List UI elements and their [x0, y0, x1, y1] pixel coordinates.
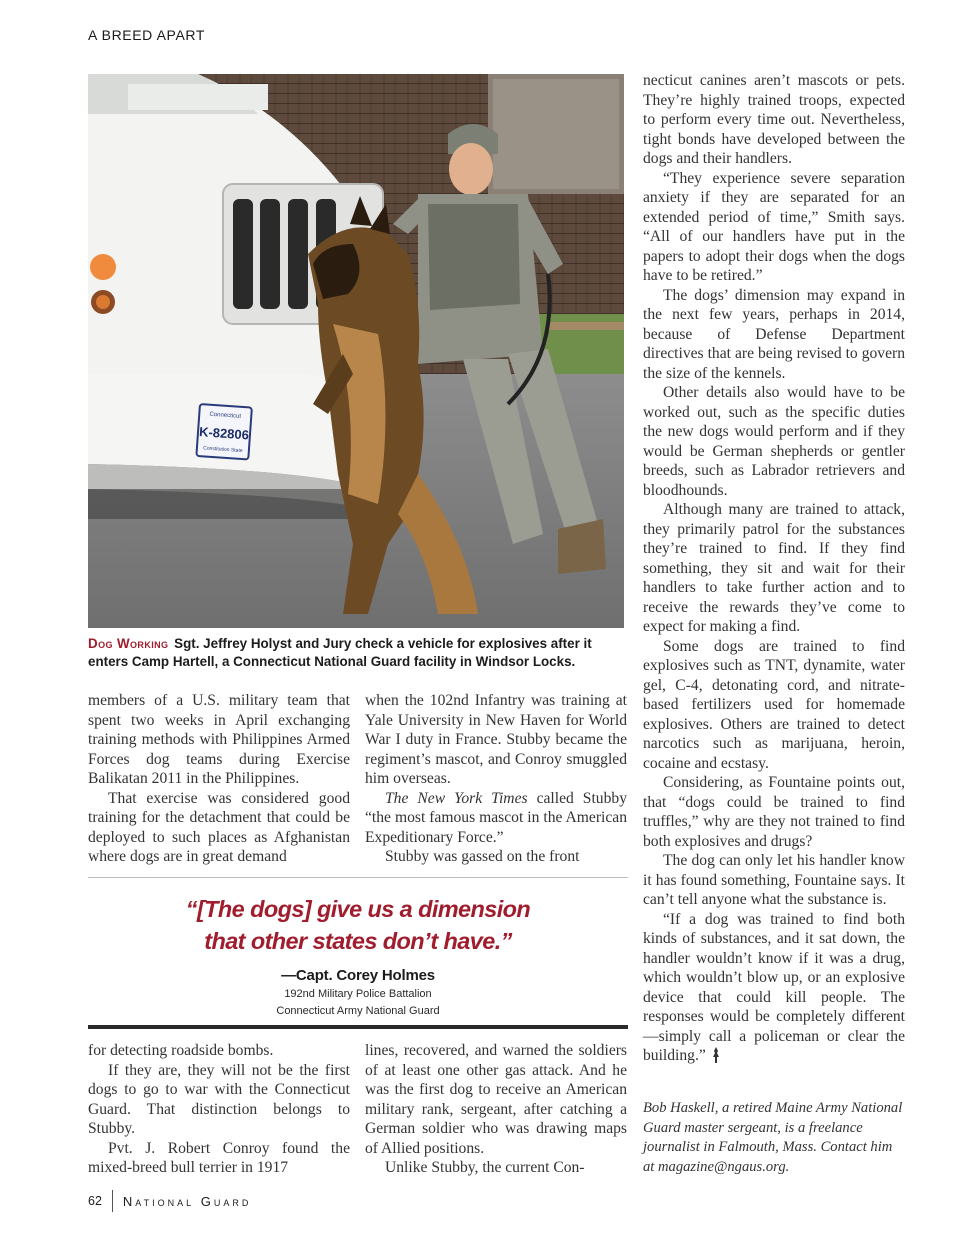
pull-quote-line: “[The dogs] give us a dimension — [185, 896, 531, 922]
photo-illustration — [88, 74, 624, 628]
column-lower-middle — [365, 1041, 627, 1178]
paragraph: The dog can only let his handler know it has found something, Fountaine says. It can’t tell anyone what the substance is. — [643, 852, 905, 908]
paragraph: Some dogs are trained to find explosives such as TNT, dynamite, water gel, C-4, detonating cord, and nitrate-based fertilizers used for homemade explosives. Others are trained to detect narcotics such as marijuana, heroin, cocaine and ecstasy. — [643, 637, 905, 772]
paragraph: If they are, they will not be the first dogs to go to war with the Connecticut Guard. That distinction belongs to Stubby. — [88, 1061, 350, 1137]
paragraph: Considering, as Fountaine points out, that “dogs could be trained to find truffles,” why are they not trained to find both explosives and drugs? — [643, 774, 905, 850]
publication-title: The New York Times — [385, 789, 528, 807]
article-photo — [88, 74, 624, 628]
plate-number: K-82806 — [198, 424, 250, 443]
section-header: A BREED APART — [88, 27, 205, 43]
pull-quote-title: 192nd Military Police Battalion — [284, 988, 432, 1000]
column-upper-left — [88, 691, 350, 867]
paragraph-text: “If a dog was trained to find both kinds of substances, and it sat down, the handler wouldn’t know if it was a drug, which wouldn’t blow up, or an explosive device that could kill people. The responses would be completely different—simply call a policeman or clear the building.” — [643, 910, 905, 1064]
paragraph: Pvt. J. Robert Conroy found the mixed-breed bull terrier in 1917 — [88, 1139, 350, 1176]
paragraph-rest: called Stubby “the most famous mascot in the American Expeditionary Force.” — [365, 789, 627, 846]
divider-rule-thick — [88, 1025, 628, 1029]
paragraph: Stubby was gassed on the front — [385, 848, 580, 865]
plate-tag: Constitution State — [202, 445, 243, 455]
paragraph: for detecting roadside bombs. — [88, 1042, 274, 1059]
paragraph: when the 102nd Infantry was training at Yale University in New Haven for World War I duty in France. Stubby became the regiment’s mascot, and Conroy smuggled him overseas. — [365, 692, 627, 787]
caption-text: Sgt. Jeffrey Holyst and Jury check a vehicle for explosives after it enters Camp Hartell, a Connecticut National Guard facility in Windsor Locks. — [88, 636, 592, 669]
paragraph: That exercise was considered good training for the detachment that could be deployed to such places as Afghanistan where dogs are in great demand — [88, 789, 350, 865]
paragraph: necticut canines aren’t mascots or pets. They’re highly trained troops, expected to perform every time out. Nevertheless, tight bonds have developed between the dogs and their handlers. — [643, 72, 905, 167]
paragraph: Unlike Stubby, the current Con- — [385, 1159, 585, 1176]
caption-kicker: Dog Working — [88, 636, 169, 651]
paragraph-final — [643, 910, 905, 1066]
plate-state: Connecticut — [209, 411, 242, 420]
pull-quote-title: Connecticut Army National Guard — [276, 1004, 440, 1017]
paragraph: “They experience severe separation anxiety if they are separated for an extended period of time,” Smith says. “All of our handlers have put in the papers to adopt their dogs when the dogs have to be retired.” — [643, 169, 905, 284]
pull-quote — [88, 893, 628, 1017]
divider-rule — [88, 877, 628, 878]
paragraph: The dogs’ dimension may expand in the next few years, perhaps in 2014, because of Defense Department directives that are being revised to govern the size of the kennels. — [643, 286, 905, 382]
paragraph: lines, recovered, and warned the soldiers of at least one other gas attack. And he was the first dog to receive an American military rank, sergeant, after catching a German soldier who was drawing maps of Allied positions. — [365, 1042, 627, 1157]
paragraph: Other details also would have to be worked out, such as the specific duties the new dogs would perform and if they would be German shepherds or gentler breeds, such as Labrador retrievers and bloodhounds. — [643, 384, 905, 499]
column-right — [643, 71, 905, 1066]
paragraph: Although many are trained to attack, they primarily patrol for the substances they’re trained to find. If they find something, they sit and wait for their handlers to take further action and to receive the rewards they’ve come to expect for making a find. — [643, 501, 905, 635]
paragraph — [365, 789, 627, 848]
page-number: 62 — [88, 1194, 102, 1208]
footer-divider — [112, 1190, 113, 1212]
pull-quote-line: that other states don’t have.” — [204, 928, 512, 954]
pull-quote-attribution: —Capt. Corey Holmes — [281, 967, 435, 984]
author-bio — [643, 1099, 905, 1177]
paragraph: members of a U.S. military team that spent two weeks in April exchanging training methods with Philippines Armed Forces dog teams during Exercise Balikatan 2011 in the Philippines. — [88, 692, 350, 787]
author-bio-text: Bob Haskell, a retired Maine Army National Guard master sergeant, is a freelance journalist in Falmouth, Mass. Contact him at magazine@ngaus.org. — [643, 1100, 903, 1175]
column-upper-middle — [365, 691, 627, 867]
end-mark-icon — [712, 1047, 720, 1063]
column-lower-left — [88, 1041, 350, 1178]
photo-caption — [88, 635, 628, 671]
publication-name: National Guard — [122, 1193, 252, 1209]
page-footer — [88, 1190, 251, 1212]
